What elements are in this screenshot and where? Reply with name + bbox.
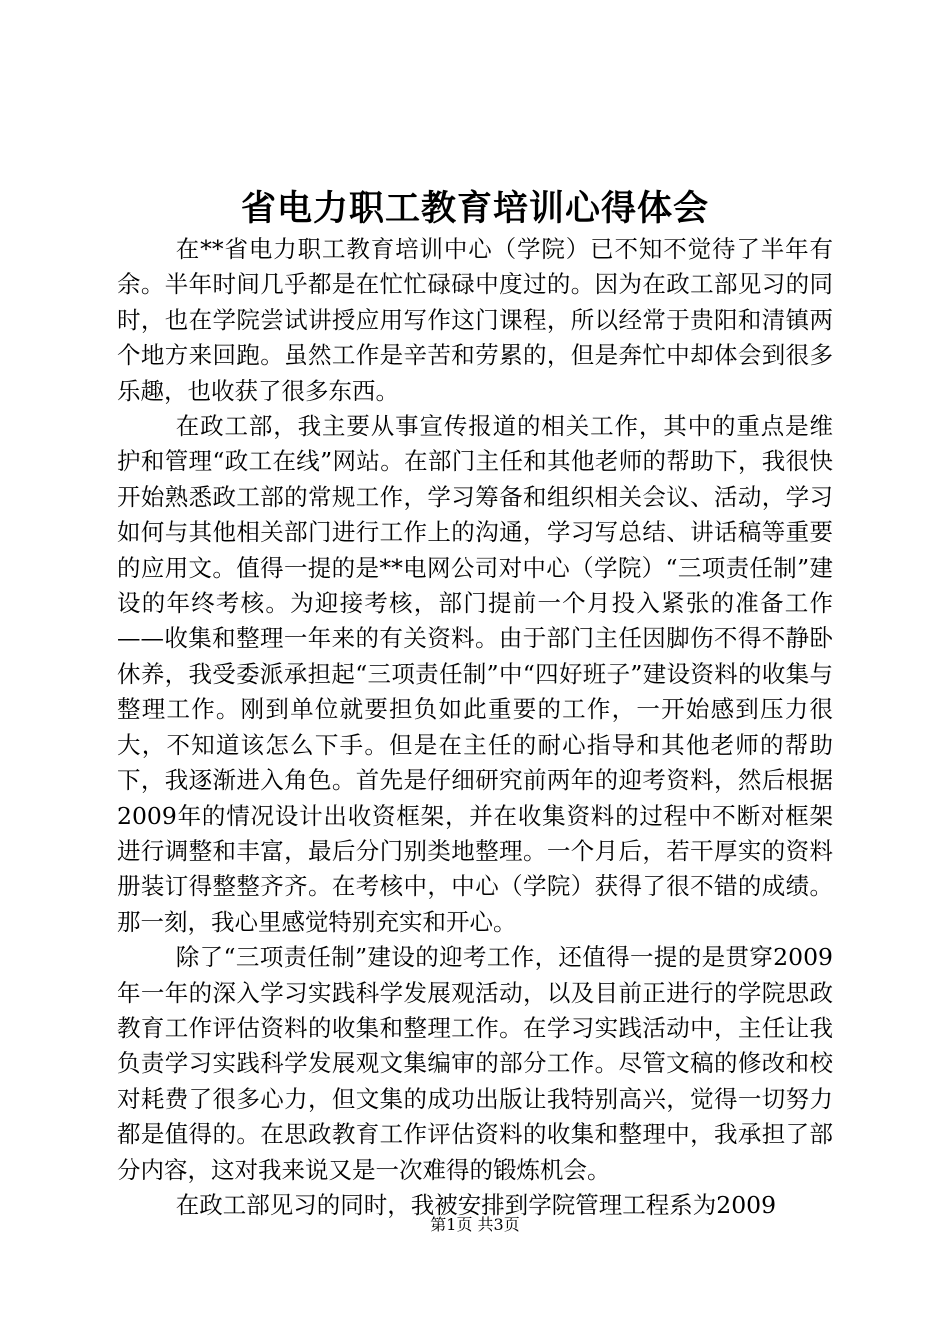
paragraph-3: 除了“三项责任制”建设的迎考工作，还值得一提的是贯穿2009年一年的深入学习实践科学发展观活动，以及目前正进行的学院思政教育工作评估资料的收集和整理工作。在学习实践活动中，主任让我负责学习实践科学发展观文集编审的部分工作。尽管文稿的修改和校对耗费了很多心力，但文集的成功出版让我特别高兴，觉得一切努力都是值得的。在思政教育工作评估资料的收集和整理中，我承担了部分内容，这对我来说又是一次难得的锻炼机会。 xyxy=(117,943,833,1184)
paragraph-4: 在政工部见习的同时，我被安排到学院管理工程系为2009 xyxy=(175,1190,777,1219)
document-title: 省电力职工教育培训心得体会 xyxy=(240,188,709,229)
paragraph-2: 在政工部，我主要从事宣传报道的相关工作，其中的重点是维护和管理“政工在线”网站。在部门主任和其他老师的帮助下，我很快开始熟悉政工部的常规工作，学习筹备和组织相关会议、活动，学习如何与其他相关部门进行工作上的沟通，学习写总结、讲话稿等重要的应用文。值得一提的是**电网公司对中心（学院）“三项责任制”建设的年终考核。为迎接考核，部门提前一个月投入紧张的准备工作——收集和整理一年来的有关资料。由于部门主任因脚伤不得不静卧休养，我受委派承担起“三项责任制”中“四好班子”建设资料的收集与整理工作。刚到单位就要担负如此重要的工作，一开始感到压力很大，不知道该怎么下手。但是在主任的耐心指导和其他老师的帮助下，我逐渐进入角色。首先是仔细研究前两年的迎考资料，然后根据2009年的情况设计出收资框架，并在收集资料的过程中不断对框架进行调整和丰富，最后分门别类地整理。一个月后，若干厚实的资料册装订得整整齐齐。在考核中，中心（学院）获得了很不错的成绩。那一刻，我心里感觉特别充实和开心。 xyxy=(117,412,833,936)
document-body xyxy=(117,232,833,1223)
page-number-footer: 第1页 共3页 xyxy=(430,1215,520,1234)
paragraph-1: 在**省电力职工教育培训中心（学院）已不知不觉待了半年有余。半年时间几乎都是在忙忙碌碌中度过的。因为在政工部见习的同时，也在学院尝试讲授应用写作这门课程，所以经常于贵阳和清镇两个地方来回跑。虽然工作是辛苦和劳累的，但是奔忙中却体会到很多乐趣，也收获了很多东西。 xyxy=(117,235,833,405)
